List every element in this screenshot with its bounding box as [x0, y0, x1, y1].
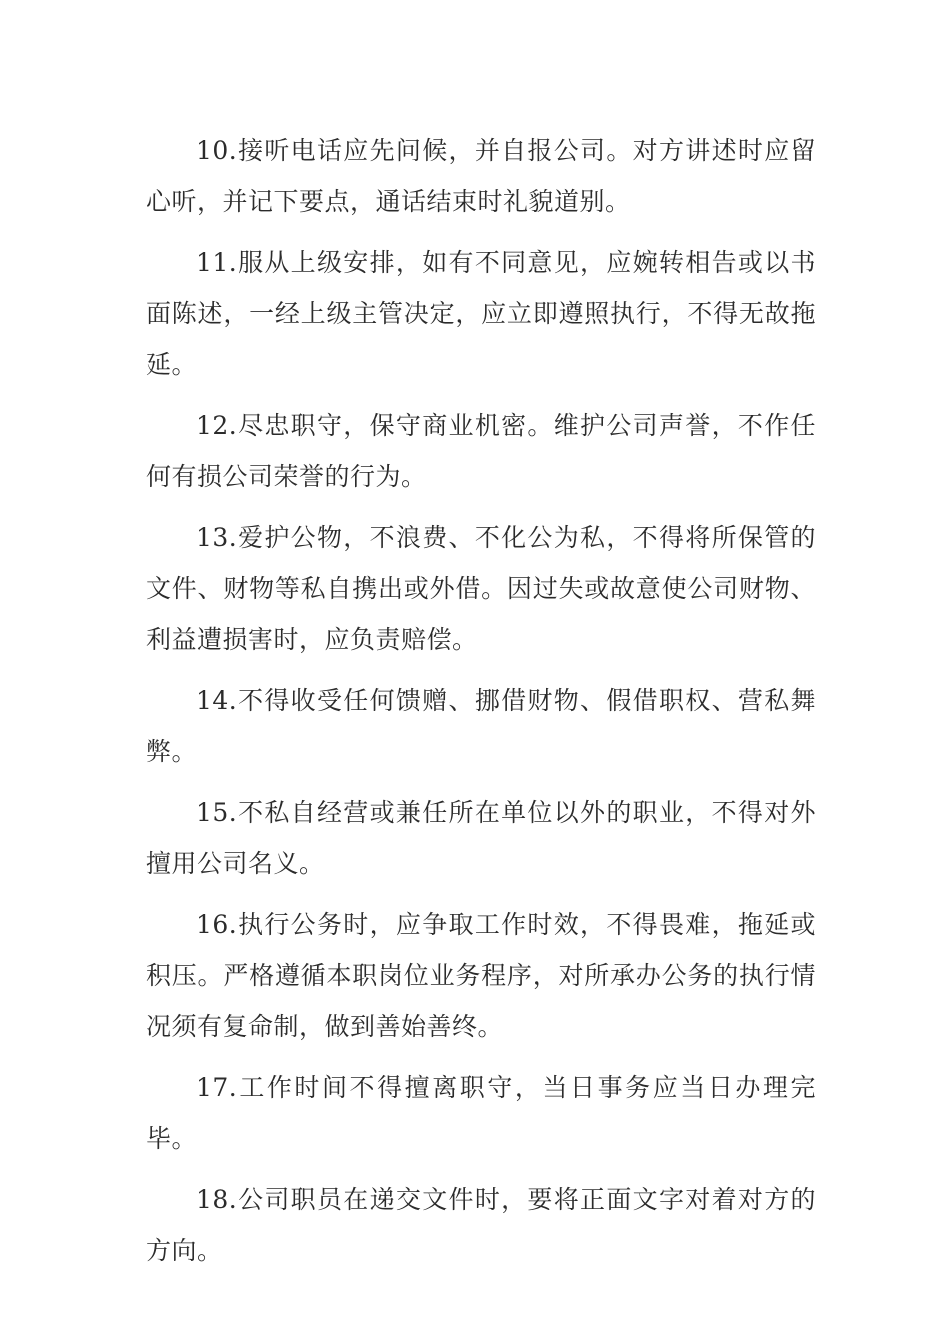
paragraph-11: 11.服从上级安排，如有不同意见，应婉转相告或以书面陈述，一经上级主管决定，应立即遵照执行，不得无故拖延。	[146, 248, 816, 379]
paragraph-10: 10.接听电话应先问候，并自报公司。对方讲述时应留心听，并记下要点，通话结束时礼貌道别。	[146, 136, 816, 216]
paragraph-12: 12.尽忠职守，保守商业机密。维护公司声誉，不作任何有损公司荣誉的行为。	[146, 411, 816, 491]
paragraph-14: 14.不得收受任何馈赠、挪借财物、假借职权、营私舞弊。	[146, 686, 816, 766]
document-body	[146, 125, 816, 1286]
paragraph-18: 18.公司职员在递交文件时，要将正面文字对着对方的方向。	[146, 1185, 816, 1265]
paragraph-17: 17.工作时间不得擅离职守，当日事务应当日办理完毕。	[146, 1073, 816, 1153]
paragraph-15: 15.不私自经营或兼任所在单位以外的职业，不得对外擅用公司名义。	[146, 798, 816, 878]
paragraph-16: 16.执行公务时，应争取工作时效，不得畏难，拖延或积压。严格遵循本职岗位业务程序，对所承办公务的执行情况须有复命制，做到善始善终。	[146, 910, 816, 1041]
paragraph-13: 13.爱护公物，不浪费、不化公为私，不得将所保管的文件、财物等私自携出或外借。因过失或故意使公司财物、利益遭损害时，应负责赔偿。	[146, 523, 816, 654]
